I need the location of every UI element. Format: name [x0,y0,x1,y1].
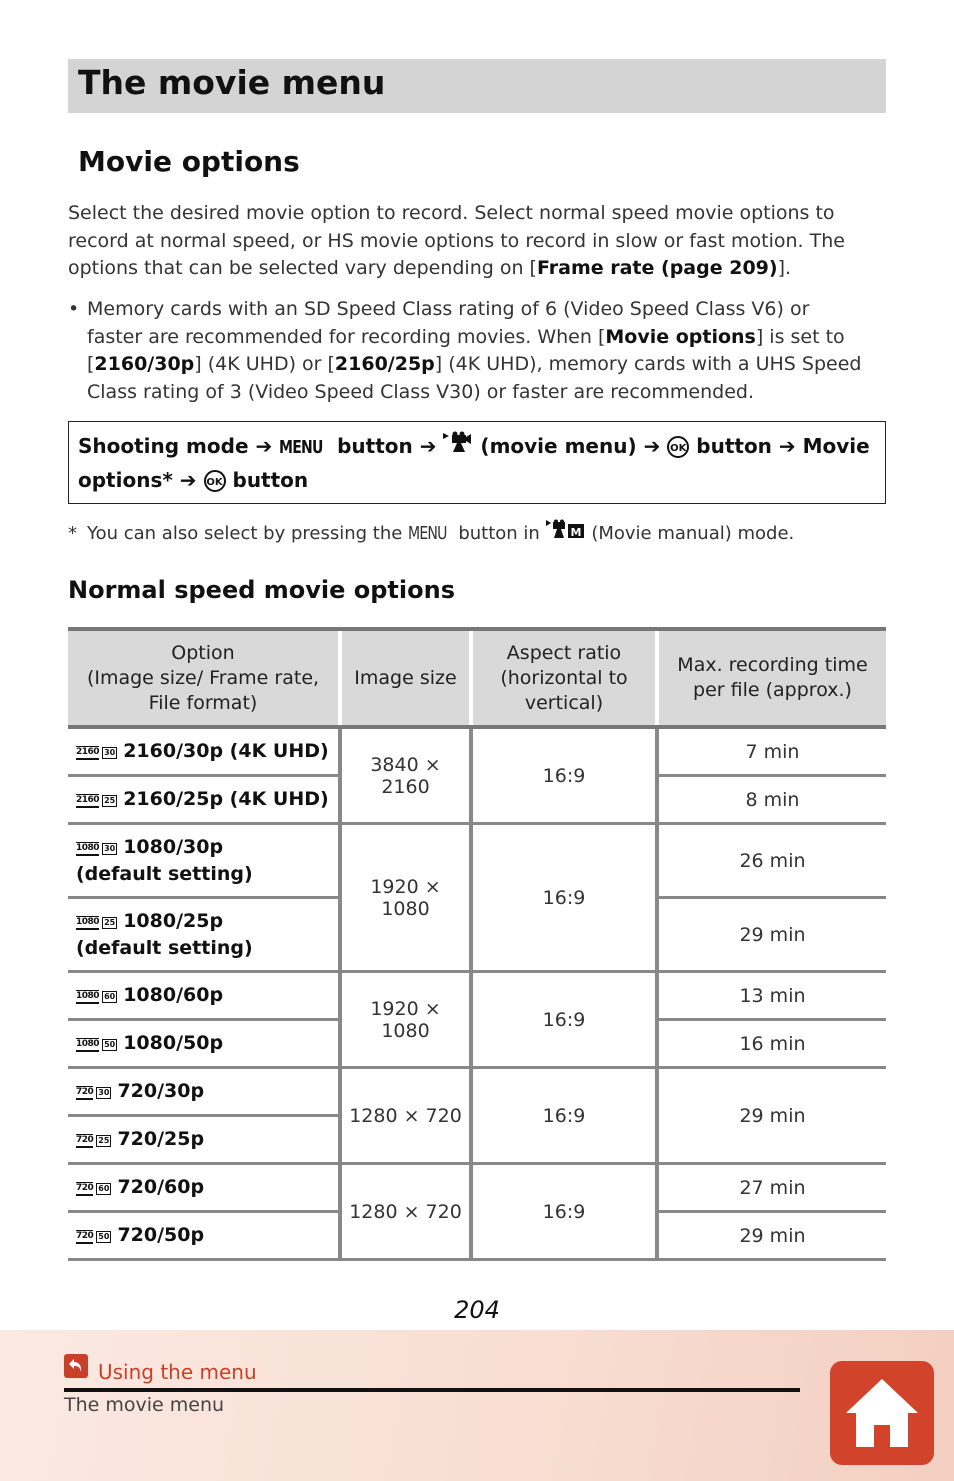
page-title: The movie menu [78,63,386,102]
page-number: 204 [454,1296,500,1324]
frame-rate-icon: 30 [104,843,116,853]
image-size-icon: 1080 [76,990,99,1004]
option-cell [68,776,340,824]
table-row [68,824,886,898]
footer-breadcrumb: The movie menu [64,1394,225,1416]
svg-text:M: M [570,526,582,539]
bullet-dot: • [68,298,80,320]
menu-path-line-1 [78,430,876,496]
frame-rate-icon: 50 [98,1232,110,1241]
header-line: Aspect ratio [506,641,622,664]
recording-time-cell: 29 min [657,898,886,972]
frame-rate-icon: 50 [104,1040,116,1049]
option-label: 2160/30p (4K UHD) [123,740,329,762]
option-label: 2160/25p (4K UHD) [123,788,329,810]
path-movie-options: Movie options* [78,434,870,492]
option-cell [68,1116,340,1164]
recording-time-cell: 29 min [657,1212,886,1260]
bullet-text-4: ] (4K UHD), memory cards with a UHS Speed Class rating of 3 (Video Speed Class V30) or faster are recommended. [87,353,862,403]
header-line: Image size [354,666,457,689]
header-max-recording-time [657,629,886,727]
option-cell [68,1068,340,1116]
option-cell [68,1164,340,1212]
header-image-size [340,629,471,727]
table-row [68,727,886,776]
footnote-star: * [68,523,77,544]
image-size-icon: 1080 [76,842,99,856]
home-button[interactable] [830,1361,934,1465]
using-the-menu-link[interactable]: Using the menu [98,1360,257,1384]
option-label: 1080/30p [123,835,224,858]
menu-button-icon: MENU [408,523,447,544]
image-size-icon: 720 [76,1086,93,1100]
option-label: 1080/25p [123,909,224,932]
subsection-title: Normal speed movie options [68,576,455,604]
header-line: File format) [148,691,258,714]
image-size-cell: 3840 × 2160 [340,727,471,824]
bullet-text-1: Memory cards with an SD Speed Class rating of 6 (Video Speed Class V6) or faster are recommended for recording movies. When [ [87,298,810,348]
image-size-icon: 720 [76,1182,93,1196]
table-row [68,972,886,1020]
aspect-ratio-cell: 16:9 [471,1164,657,1260]
path-movie-menu: (movie menu) [480,434,637,458]
recording-time-cell: 8 min [657,776,886,824]
option-label: 720/50p [117,1224,205,1246]
image-size-icon: 2160 [76,794,99,808]
option-label: 720/60p [117,1176,205,1198]
footnote [68,519,888,547]
image-size-cell: 1280 × 720 [340,1068,471,1164]
bullet-text-2: ] is set to [ [87,325,845,375]
table-header-row [68,629,886,727]
menu-button-icon: MENU [279,437,323,458]
recording-time-cell: 7 min [657,727,886,776]
footnote-text-1: You can also select by pressing the [87,523,403,544]
recording-time-cell: 29 min [657,1068,886,1164]
aspect-ratio-cell: 16:9 [471,727,657,824]
option-cell [68,1020,340,1068]
back-arrow-icon[interactable] [64,1354,88,1378]
path-button-label: button [232,468,309,492]
option-label: 1080/50p [123,1032,224,1054]
aspect-ratio-cell: 16:9 [471,824,657,972]
header-line: (horizontal to [500,666,628,689]
path-arrow: ➔ [419,434,437,458]
bullet-text-3: ] (4K UHD) or [ [194,353,335,375]
path-button-label: button [337,434,413,458]
image-size-cell: 1920 × 1080 [340,972,471,1068]
ok-button-icon: OK [667,436,689,458]
frame-rate-icon: 60 [98,1184,110,1193]
header-line: per file (approx.) [693,679,852,701]
table-row [68,1164,886,1212]
menu-path-box [68,421,886,504]
header-line: (Image size/ Frame rate, [86,666,320,689]
image-size-icon: 720 [76,1134,93,1148]
image-size-cell: 1280 × 720 [340,1164,471,1260]
movie-camera-icon [443,431,473,464]
path-arrow: ➔ [179,468,197,492]
option-cell [68,727,340,776]
path-arrow: ➔ [643,434,661,458]
frame-rate-icon: 30 [104,748,116,757]
bullet-bold-movie-options: Movie options [605,325,756,348]
recording-time-cell: 26 min [657,824,886,898]
image-size-icon: 720 [76,1230,93,1244]
option-cell [68,898,340,972]
footnote-text-2: button in [458,523,540,544]
bullet-bold-2160-25p: 2160/25p [334,353,435,375]
header-line: vertical) [524,691,604,714]
option-note: (default setting) [76,862,253,885]
image-size-cell: 1920 × 1080 [340,824,471,972]
recording-time-cell: 16 min [657,1020,886,1068]
frame-rate-icon: 60 [104,992,116,1001]
option-cell [68,1212,340,1260]
path-button-label: button [696,434,772,458]
frame-rate-icon: 30 [98,1088,110,1097]
path-arrow: ➔ [255,434,273,458]
section-title: Movie options [78,145,300,178]
option-note: (default setting) [76,936,253,959]
intro-text: Select the desired movie option to record. Select normal speed movie options to record at normal speed, or HS movie options to record in slow or fast motion. The options that can be selected vary depending on [ [68,202,845,279]
table-row [68,1068,886,1116]
recording-time-cell: 27 min [657,1164,886,1212]
home-icon [842,1375,922,1451]
option-cell [68,972,340,1020]
header-option [68,629,340,727]
option-label: 720/25p [117,1128,205,1150]
option-cell [68,824,340,898]
path-arrow: ➔ [778,434,796,458]
intro-paragraph [68,200,868,283]
ok-button-icon: OK [204,470,226,492]
frame-rate-icon: 25 [98,1136,110,1145]
intro-end: ]. [777,257,792,279]
option-label: 720/30p [117,1080,205,1102]
aspect-ratio-cell: 16:9 [471,1068,657,1164]
image-size-icon: 1080 [76,916,99,930]
frame-rate-link[interactable]: Frame rate (page 209) [536,257,778,279]
path-shooting-mode: Shooting mode [78,434,249,458]
header-line: Option [171,641,235,664]
recording-time-cell: 13 min [657,972,886,1020]
header-aspect-ratio [471,629,657,727]
image-size-icon: 2160 [76,746,99,760]
memory-card-note [68,296,868,406]
footnote-text-3: (Movie manual) mode. [591,523,795,544]
bullet-bold-2160-30p: 2160/30p [94,353,195,375]
movie-options-table [68,627,886,1261]
aspect-ratio-cell: 16:9 [471,972,657,1068]
movie-manual-icon [546,523,586,544]
frame-rate-icon: 25 [104,917,116,927]
option-label: 1080/60p [123,984,224,1006]
header-line: Max. recording time [677,654,868,676]
frame-rate-icon: 25 [104,796,116,805]
image-size-icon: 1080 [76,1038,99,1052]
